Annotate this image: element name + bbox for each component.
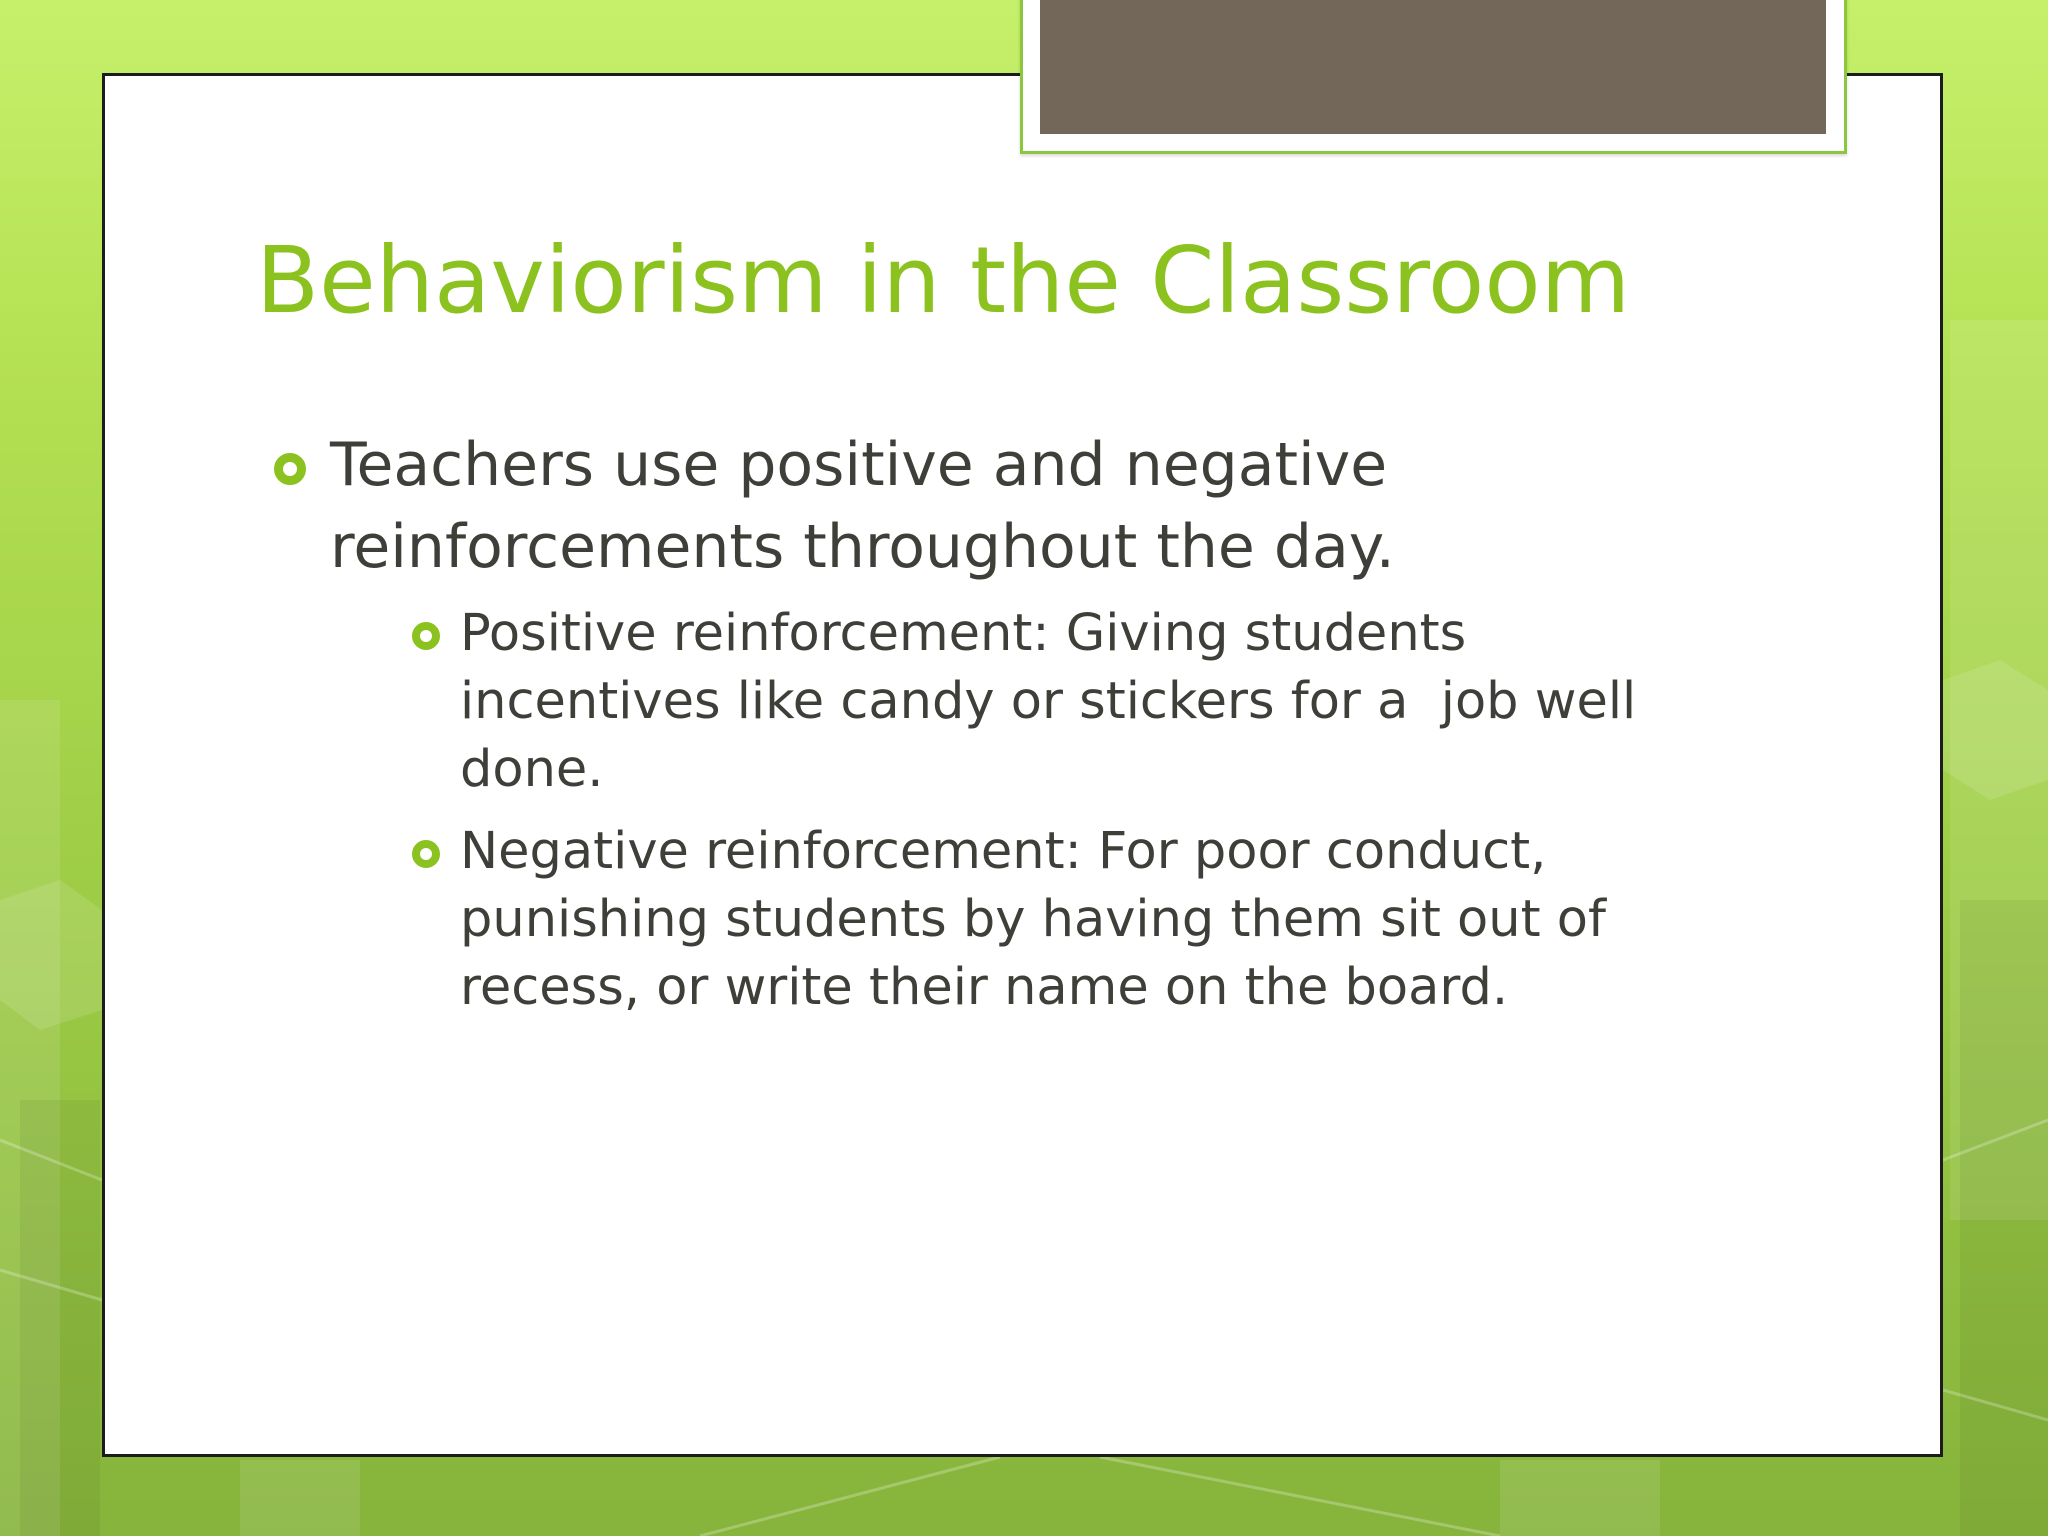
- ring-bullet-icon: [412, 622, 440, 650]
- bullet-line: Positive reinforcement: Giving students: [460, 604, 1467, 663]
- slide-title: Behaviorism in the Classroom: [256, 227, 1631, 334]
- bullet-line: Teachers use positive and negative: [330, 430, 1388, 500]
- ring-bullet-icon: [274, 453, 306, 485]
- bullet-negative-reinforcement: [460, 818, 1760, 1022]
- bullet-positive-reinforcement: [460, 600, 1760, 804]
- bullet-line: Negative reinforcement: For poor conduct,: [460, 822, 1547, 881]
- bullet-teachers: [330, 424, 1730, 588]
- bullet-line: done.: [460, 740, 604, 799]
- bullet-line: recess, or write their name on the board.: [460, 958, 1509, 1017]
- bullet-line: reinforcements throughout the day.: [330, 512, 1395, 582]
- bullet-line: punishing students by having them sit out of: [460, 890, 1606, 949]
- title-tab-fill: [1040, 0, 1826, 134]
- bullet-line: incentives like candy or stickers for a job well: [460, 672, 1637, 731]
- ring-bullet-icon: [412, 840, 440, 868]
